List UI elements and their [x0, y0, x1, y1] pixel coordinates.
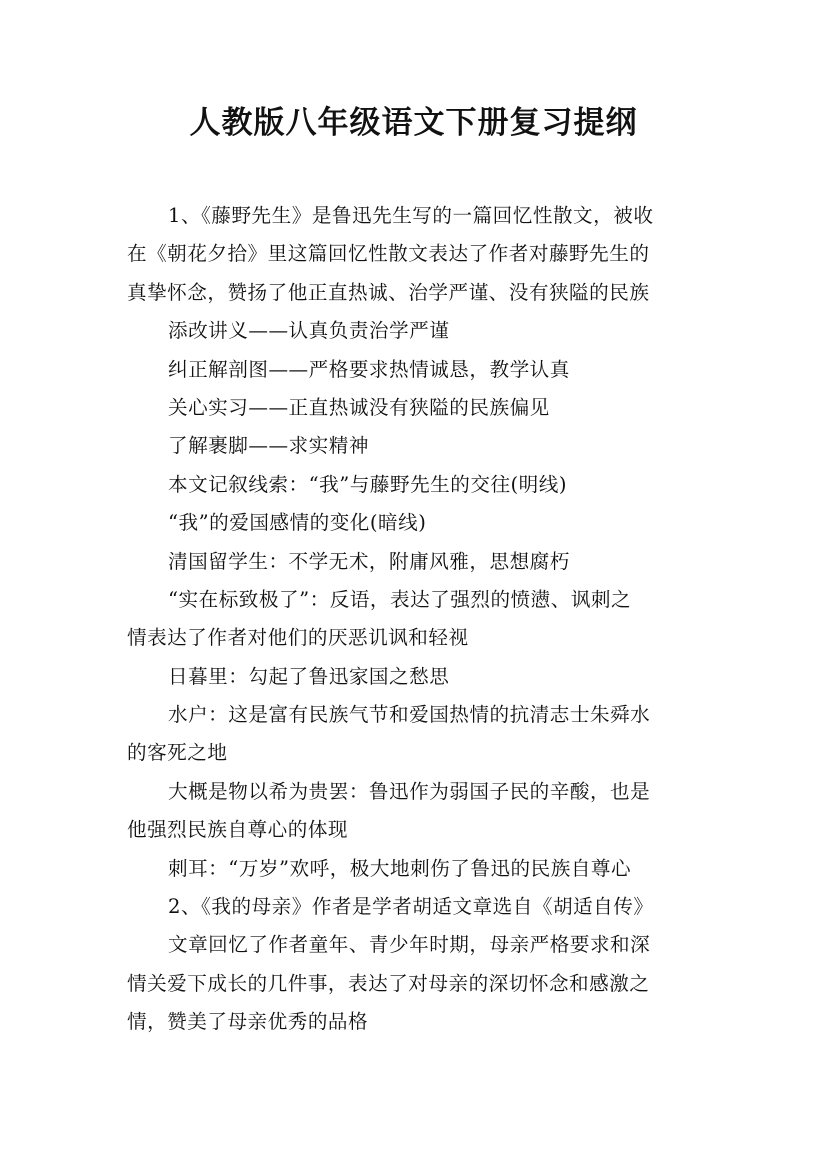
text-line: 关心实习——正直热诚没有狭隘的民族偏见: [168, 395, 550, 419]
text-line: “我”的爱国感情的变化(暗线): [168, 511, 427, 535]
text-line: 情表达了作者对他们的厌恶讥讽和轻视: [127, 626, 469, 650]
text-line: 2、《我的母亲》作者是学者胡适文章选自《胡适自传》: [168, 895, 654, 919]
text-line: 本文记叙线索：“我”与藤野先生的交往(明线): [168, 472, 568, 496]
text-line: “实在标致极了”：反语，表达了强烈的愤懑、讽刺之: [168, 587, 632, 611]
text-line: 了解裹脚——求实精神: [168, 434, 369, 458]
text-line: 在《朝花夕拾》里这篇回忆性散文表达了作者对藤野先生的: [127, 242, 650, 266]
text-line: 1、《藤野先生》是鲁迅先生写的一篇回忆性散文，被收: [168, 204, 654, 227]
text-line: 他强烈民族自尊心的体现: [127, 818, 349, 842]
text-line: 刺耳：“万岁”欢呼，极大地刺伤了鲁迅的民族自尊心: [168, 856, 632, 880]
text-line: 清国留学生：不学无术，附庸风雅，思想腐朽: [168, 549, 570, 573]
text-line: 水户：这是富有民族气节和爱国热情的抗清志士朱舜水: [168, 703, 651, 727]
text-line: 大概是物以希为贵罢：鲁迅作为弱国子民的辛酸，也是: [168, 779, 651, 803]
document-title: 人教版八年级语文下册复习提纲: [189, 105, 638, 141]
text-line: 真挚怀念，赞扬了他正直热诚、治学严谨、没有狭隘的民族: [127, 280, 650, 304]
text-line: 日暮里：勾起了鲁迅家国之愁思: [168, 664, 450, 688]
text-line: 添改讲义——认真负责治学严谨: [168, 319, 450, 343]
text-line: 情，赞美了母亲优秀的品格: [127, 1010, 369, 1034]
text-line: 的客死之地: [127, 741, 228, 765]
text-line: 情关爱下成长的几件事，表达了对母亲的深切怀念和感激之: [127, 971, 650, 995]
text-line: 文章回忆了作者童年、青少年时期，母亲严格要求和深: [168, 933, 651, 957]
document-body: [127, 197, 707, 1042]
text-line: 纠正解剖图——严格要求热情诚恳，教学认真: [168, 357, 570, 381]
